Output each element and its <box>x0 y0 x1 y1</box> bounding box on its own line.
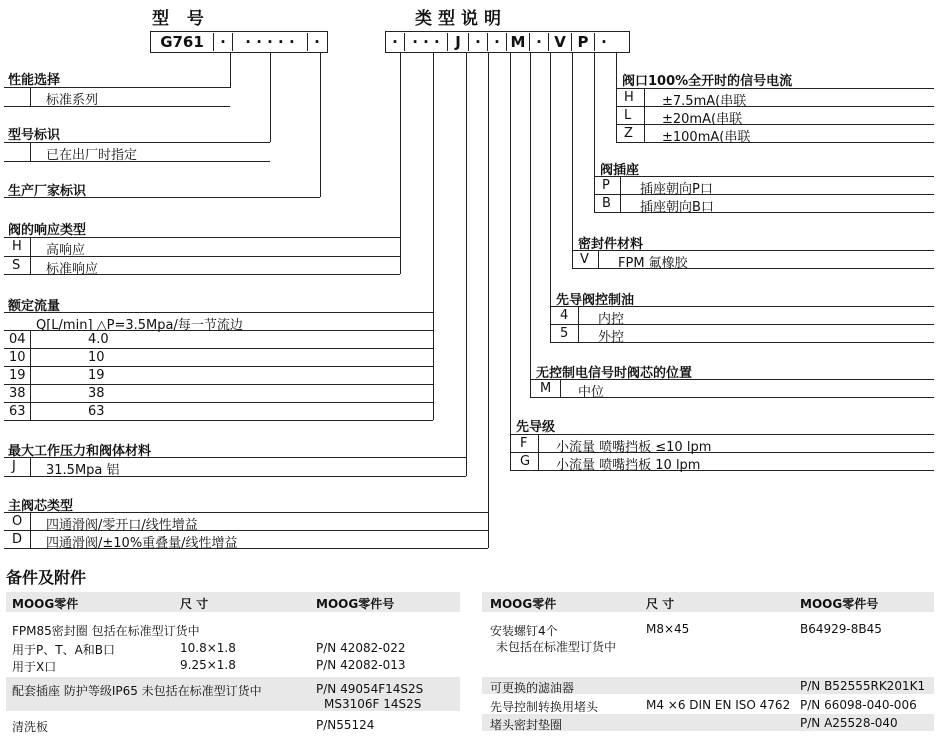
acc-left-r3c0: 配套插座 防护等级IP65 未包括在标准型订货中 <box>12 684 262 698</box>
signal-code-l: L <box>624 108 632 123</box>
acc-left-r1c0: 用于P、T、A和B口 <box>12 643 116 657</box>
response-title: 阀的响应类型 <box>8 223 87 238</box>
spool-title: 主阀芯类型 <box>8 499 74 514</box>
signal-desc-z: ±100mA(串联 <box>662 130 751 145</box>
pilot-desc-5: 外控 <box>598 330 625 345</box>
model-id-row-1: 已在出厂时指定 <box>46 148 138 163</box>
seal-desc-v: FPM 氟橡胶 <box>618 256 688 271</box>
pilot-stage-desc-f: 小流量 喷嘴挡板 ≤10 lpm <box>556 440 712 455</box>
spool-pos-title: 无控制电信号时阀芯的位置 <box>536 366 693 381</box>
flow-code-38: 38 <box>9 386 26 401</box>
pilot-code-4: 4 <box>560 308 569 323</box>
acc-left-r0c0: FPM85密封圈 包括在标准型订货中 <box>12 624 200 638</box>
acc-right-r3c0: 先导控制转换用堵头 <box>490 700 599 714</box>
acc-right-r4c2: P/N A25528-040 <box>800 716 898 730</box>
acc-right-r1c0: 未包括在标准型订货中 <box>496 640 617 654</box>
flow-code-04: 04 <box>9 332 26 347</box>
acc-left-r4c2: MS3106F 14S2S <box>324 697 422 711</box>
model-prefix: G761 <box>151 33 214 51</box>
pilot-title: 先导阀控制油 <box>556 293 635 308</box>
type-code-p: P <box>572 33 595 51</box>
connector-code-p: P <box>602 178 610 193</box>
seal-title: 密封件材料 <box>578 237 644 252</box>
pilot-stage-title: 先导级 <box>516 420 556 435</box>
flow-val-63: 63 <box>88 404 105 419</box>
acc-left-h2: 尺 寸 <box>180 597 209 611</box>
spool-code-d: D <box>12 532 23 547</box>
acc-right-r3c2: P/N 66098-040-006 <box>800 698 917 712</box>
type-code-m: M <box>507 33 530 51</box>
model-dot-3: · <box>314 33 320 51</box>
acc-left-h1: MOOG零件 <box>12 597 79 611</box>
performance-title: 性能选择 <box>8 73 61 88</box>
accessories-heading: 备件及附件 <box>6 568 87 587</box>
maker-title: 生产厂家标识 <box>8 184 87 199</box>
flow-code-10: 10 <box>9 350 26 365</box>
response-code-h: H <box>12 239 22 254</box>
flow-title: 额定流量 <box>8 299 61 314</box>
type-code-4: · <box>488 33 507 51</box>
signal-title: 阀口100%全开时的信号电流 <box>622 74 793 89</box>
acc-left-r2c2: P/N 42082-013 <box>316 658 406 672</box>
response-desc-h: 高响应 <box>46 243 86 258</box>
signal-desc-h: ±7.5mA(串联 <box>662 94 747 109</box>
spool-code-o: O <box>12 514 23 529</box>
pressure-desc-j: 31.5Mpa 铝 <box>46 463 120 478</box>
performance-row-1: 标准系列 <box>46 93 99 108</box>
type-code-9: · <box>601 33 607 51</box>
acc-right-r2c2: P/N B52555RK201K1 <box>800 679 926 693</box>
acc-left-r5c0: 清洗板 <box>12 720 49 734</box>
signal-code-h: H <box>624 90 634 105</box>
model-dots-2: · · · · · <box>233 33 308 51</box>
pressure-code-j: J <box>12 459 16 474</box>
model-id-title: 型号标识 <box>8 128 61 143</box>
type-code-0: · <box>386 33 405 51</box>
spool-desc-o: 四通滑阀/零开口/线性增益 <box>46 518 198 533</box>
flow-code-63: 63 <box>9 404 26 419</box>
flow-val-19: 19 <box>88 368 105 383</box>
acc-right-h2: 尺 寸 <box>646 597 675 611</box>
model-dot-1: · <box>214 33 233 51</box>
acc-left-r1c2: P/N 42082-022 <box>316 641 406 655</box>
pilot-stage-code-g: G <box>520 454 531 469</box>
pilot-stage-code-f: F <box>520 436 528 451</box>
model-title: 型 号 <box>152 9 210 29</box>
acc-right-r4c0: 堵头密封垫圈 <box>490 718 563 732</box>
model-code-box <box>150 31 328 53</box>
connector-desc-b: 插座朝向B口 <box>640 200 714 215</box>
signal-desc-l: ±20mA(串联 <box>662 112 743 127</box>
pilot-desc-4: 内控 <box>598 312 625 327</box>
type-code-6: · <box>530 33 549 51</box>
pilot-stage-desc-g: 小流量 喷嘴挡板 10 lpm <box>556 458 701 473</box>
type-code-j: J <box>448 33 469 51</box>
acc-right-r2c0: 可更换的滤油器 <box>490 681 575 695</box>
acc-left-r2c0: 用于X口 <box>12 660 57 674</box>
flow-val-04: 4.0 <box>88 332 109 347</box>
connector-title: 阀插座 <box>600 163 640 178</box>
acc-right-h1: MOOG零件 <box>490 597 557 611</box>
acc-right-r0c0: 安装螺钉4个 <box>490 624 558 638</box>
signal-code-z: Z <box>624 126 633 141</box>
flow-header: Q[L/min] △P=3.5Mpa/每一节流边 <box>36 318 243 333</box>
spool-pos-code-m: M <box>540 381 552 396</box>
spool-pos-desc-m: 中位 <box>578 385 605 400</box>
acc-left-r5c2: P/N55124 <box>316 718 375 732</box>
response-desc-s: 标准响应 <box>46 262 99 277</box>
acc-right-r3c1: M4 ×6 DIN EN ISO 4762 <box>646 698 791 712</box>
acc-right-r0c1: M8×45 <box>646 622 690 636</box>
connector-desc-p: 插座朝向P口 <box>640 182 713 197</box>
acc-left-r3c2: P/N 49054F14S2S <box>316 682 424 696</box>
response-code-s: S <box>12 258 21 273</box>
flow-val-10: 10 <box>88 350 105 365</box>
pressure-title: 最大工作压力和阀体材料 <box>8 444 152 459</box>
flow-val-38: 38 <box>88 386 105 401</box>
acc-left-h3: MOOG零件号 <box>316 597 395 611</box>
spool-desc-d: 四通滑阀/±10%重叠量/线性增益 <box>46 536 238 551</box>
type-code-3: · <box>469 33 488 51</box>
type-code-v: V <box>549 33 572 51</box>
type-desc-title: 类型说明 <box>415 9 507 29</box>
pilot-code-5: 5 <box>560 326 569 341</box>
connector-code-b: B <box>602 196 611 211</box>
acc-right-h3: MOOG零件号 <box>800 597 879 611</box>
flow-code-19: 19 <box>9 368 26 383</box>
acc-left-r1c1: 10.8×1.8 <box>180 641 236 655</box>
acc-right-r0c2: B64929-8B45 <box>800 622 882 636</box>
type-code-box <box>385 31 630 53</box>
seal-code-v: V <box>580 252 589 267</box>
type-code-1: · · · <box>405 33 448 51</box>
acc-left-r2c1: 9.25×1.8 <box>180 658 236 672</box>
